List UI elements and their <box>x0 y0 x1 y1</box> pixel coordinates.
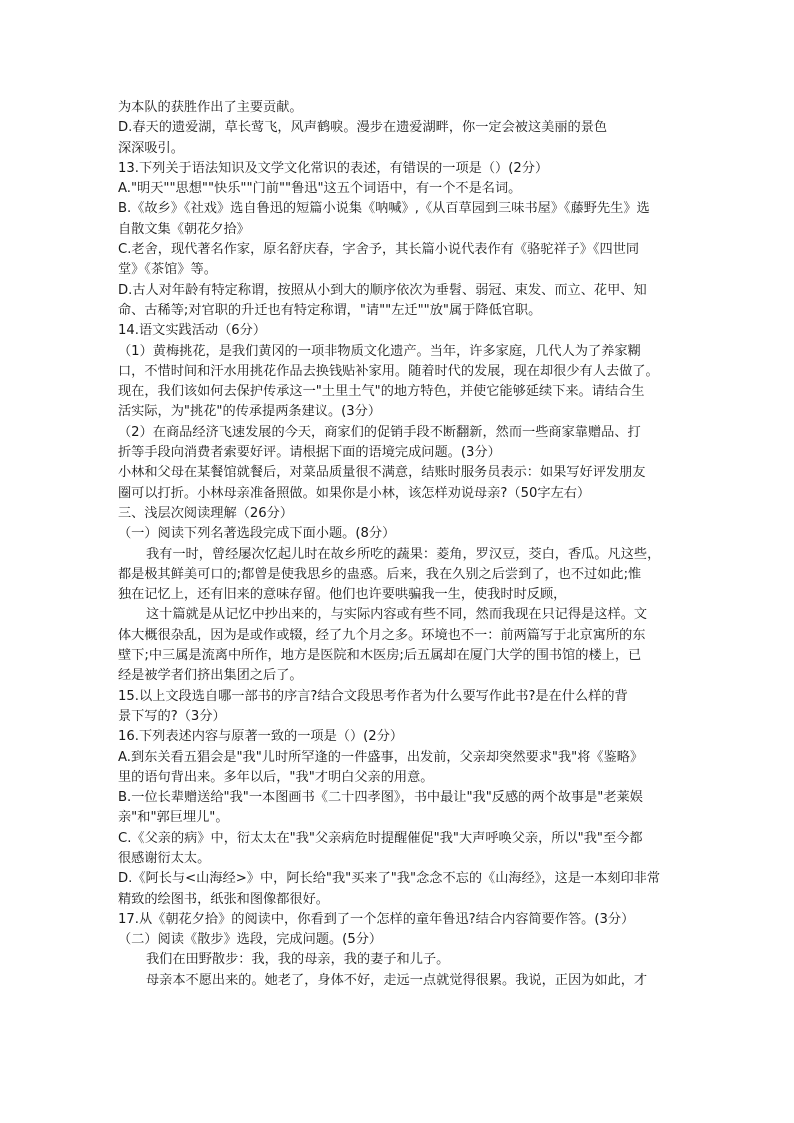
text-line: 壁下;中三属是流离中所作，地方是医院和木医房;后五属却在厦门大学的围书馆的楼上，已 <box>118 648 642 664</box>
text-line: 小林和父母在某餐馆就餐后，对菜品质量很不满意，结账时服务员表示：如果写好评发朋友 <box>118 465 646 481</box>
text-line: B.一位长辈赠送给"我"一本图画书《二十四孝图》，书中最让"我"反感的两个故事是"老莱娱 <box>118 790 643 806</box>
text-line: 为本队的获胜作出了主要贡献。 <box>118 100 303 115</box>
text-line: 活实际，为"挑花"的传承提两条建议。(3分） <box>118 404 382 420</box>
text-line: 堂》《茶馆》等。 <box>118 262 217 278</box>
text-line: D.古人对年龄有特定称谓，按照从小到大的顺序依次为垂髫、弱冠、束发、而立、花甲、知 <box>118 282 647 298</box>
text-line: 命、古稀等;对官职的升迁也有特定称谓，"请""左迁""放"属于降低官职。 <box>118 302 542 318</box>
text-line: D.春天的遗爱湖，草长莺飞，风声鹤唳。漫步在遗爱湖畔，你一定会被这美丽的景色 <box>118 120 608 136</box>
text-line: A.到东关看五猖会是"我"儿时所罕逢的一件盛事，出发前，父亲却突然要求"我"将《鉴略》 <box>118 749 644 765</box>
document-page <box>118 98 684 991</box>
text-line: （一）阅读下列名著选段完成下面小题。(8分） <box>118 526 396 542</box>
text-line: C.老舍，现代著名作家，原名舒庆春，字舍予，其长篇小说代表作有《骆驼祥子》《四世同 <box>118 242 640 258</box>
text-line: 我有一时，曾经屡次忆起儿时在故乡所吃的蔬果：菱角，罗汉豆，茭白，香瓜。凡这些， <box>146 546 661 562</box>
text-line: （2）在商品经济飞速发展的今天，商家们的促销手段不断翻新，然而一些商家靠赠品、打 <box>118 424 641 440</box>
text-line: A."明天""思想""快乐""门前""鲁迅"这五个词语中，有一个不是名词。 <box>118 181 522 197</box>
text-line: 三、浅层次阅读理解（26分） <box>118 505 294 521</box>
text-line: 现在，我们该如何去保护传承这一"土里土气"的地方特色，并使它能够延续下来。请结合生 <box>118 384 645 400</box>
text-line: 15.以上文段选自哪一部书的序言?结合文段思考作者为什么要写作此书?是在什么样的背 <box>118 688 628 704</box>
text-line: 16.下列表述内容与原著一致的一项是（）(2分） <box>118 729 404 745</box>
text-line: 独在记忆上，还有旧来的意味存留。他们也许要哄骗我一生，使我时时反顾， <box>118 587 567 603</box>
text-line: D.《阿长与<山海经>》中，阿长给"我"买来了"我"念念不忘的《山海经》，这是一本刻印非常 <box>118 871 661 887</box>
text-line: 这十篇就是从记忆中抄出来的，与实际内容或有些不同，然而我现在只记得是这样。文 <box>146 607 648 623</box>
text-line: 都是极其鲜美可口的;都曾是使我思乡的蛊惑。后来，我在久别之后尝到了，也不过如此;惟 <box>118 566 642 582</box>
text-line: 我们在田野散步：我，我的母亲，我的妻子和儿子。 <box>146 952 450 968</box>
text-line: 景下写的?（3分） <box>118 708 226 724</box>
text-line: 亲"和"郭巨埋儿"。 <box>118 810 229 826</box>
text-line: 折等手段向消费者索要好评。请根据下面的语境完成问题。(3分） <box>118 445 501 461</box>
text-line: 深深吸引。 <box>118 140 184 156</box>
text-line: 体大概很杂乱，因为是或作或辍，经了九个月之多。环境也不一：前两篇写于北京寓所的东 <box>118 627 646 643</box>
text-line: 14.语文实践活动（6分） <box>118 323 267 339</box>
text-line: （1）黄梅挑花，是我们黄冈的一项非物质文化遗产。当年，许多家庭，几代人为了养家糊 <box>118 343 641 359</box>
text-line: 17.从《朝花夕拾》的阅读中，你看到了一个怎样的童年鲁迅?结合内容简要作答。(3分） <box>118 911 635 927</box>
text-line: 圈可以打折。小林母亲准备照做。如果你是小林，该怎样劝说母亲?（50字左右） <box>118 485 591 501</box>
text-line: C.《父亲的病》中，衍太太在"我"父亲病危时提醒催促"我"大声呼唤父亲，所以"我"至今都 <box>118 830 643 846</box>
text-line: 经是被学者们挤出集团之后了。 <box>118 668 303 684</box>
text-line: 很感谢衍太太。 <box>118 850 211 866</box>
text-line: 13.下列关于语法知识及文学文化常识的表述，有错误的一项是（）(2分） <box>118 160 549 176</box>
text-line: 口，不惜时间和汗水用挑花作品去换钱贴补家用。随着时代的发展，现在却很少有人去做了。 <box>118 363 659 379</box>
text-line: 母亲本不愿出来的。她老了，身体不好，走远一点就觉得很累。我说，正因为如此，才 <box>146 972 648 988</box>
text-line: B.《故乡》《社戏》选自鲁迅的短篇小说集《呐喊》,《从百草园到三味书屋》《藤野先生》选 <box>118 201 650 217</box>
text-line: 里的语句背出来。多年以后，"我"才明白父亲的用意。 <box>118 769 434 785</box>
text-line: 自散文集《朝花夕拾》 <box>118 221 250 237</box>
text-line: 精致的绘图书，纸张和图像都很好。 <box>118 891 329 907</box>
text-line: （二）阅读《散步》选段，完成问题。(5分） <box>118 932 383 948</box>
